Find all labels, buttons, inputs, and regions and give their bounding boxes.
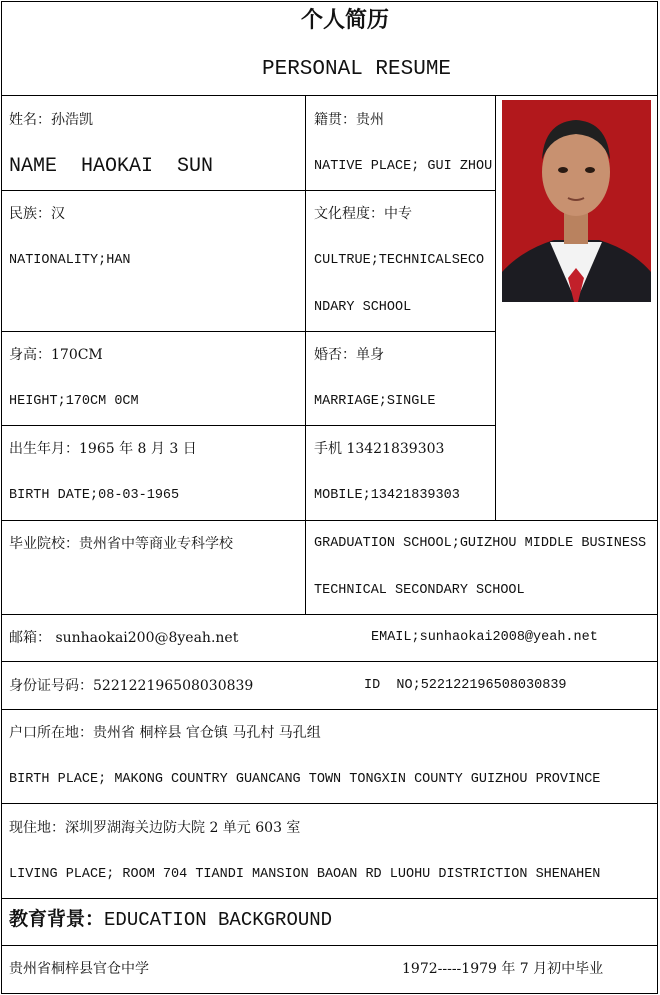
height-cn: 身高：170CM <box>9 347 103 363</box>
culture-en-line1: CULTRUE;TECHNICALSECO <box>314 253 485 268</box>
id-number-cn: 身份证号码：522122196508030839 <box>9 678 254 694</box>
email-cn: 邮箱： sunhaokai200@8yeah.net <box>9 630 239 646</box>
education-heading-cn: 教育背景： <box>9 908 105 930</box>
education-heading-en: EDUCATION BACKGROUND <box>104 909 333 931</box>
marriage-cn: 婚否：单身 <box>314 347 384 363</box>
native-place-en: NATIVE PLACE; GUI ZHOU <box>314 159 493 174</box>
nationality-en: NATIONALITY;HAN <box>9 253 131 268</box>
name-cn: 姓名：孙浩凯 <box>9 112 93 128</box>
email-en: EMAIL;sunhaokai2008@yeah.net <box>371 630 598 645</box>
mobile-cn: 手机 13421839303 <box>314 441 445 457</box>
school-cn: 毕业院校：贵州省中等商业专科学校 <box>9 536 233 552</box>
education-heading <box>9 908 333 931</box>
portrait-image <box>502 100 651 302</box>
marriage-en: MARRIAGE;SINGLE <box>314 394 436 409</box>
culture-cn: 文化程度：中专 <box>314 206 412 222</box>
birth-date-cn: 出生年月：1965 年 8 月 3 日 <box>9 441 197 457</box>
native-place-cn: 籍贯：贵州 <box>314 112 384 128</box>
living-place-en: LIVING PLACE; ROOM 704 TIANDI MANSION BAOAN RD LUOHU DISTRICTION SHENAHEN <box>9 867 601 882</box>
education-period: 1972-----1979 年 7 月初中毕业 <box>402 961 604 977</box>
profile-photo <box>502 100 651 302</box>
education-school: 贵州省桐梓县官仓中学 <box>9 961 149 977</box>
mobile-en: MOBILE;13421839303 <box>314 488 460 503</box>
school-en-line1: GRADUATION SCHOOL;GUIZHOU MIDDLE BUSINESS <box>314 536 647 551</box>
culture-en-line2: NDARY SCHOOL <box>314 300 412 315</box>
living-place-cn: 现住地：深圳罗湖海关边防大院 2 单元 603 室 <box>9 820 301 836</box>
height-en: HEIGHT;170CM 0CM <box>9 394 139 409</box>
birth-place-en: BIRTH PLACE; MAKONG COUNTRY GUANCANG TOWN TONGXIN COUNTY GUIZHOU PROVINCE <box>9 772 601 787</box>
school-en-line2: TECHNICAL SECONDARY SCHOOL <box>314 583 525 598</box>
resume-title-en: PERSONAL RESUME <box>262 58 452 81</box>
resume-title-cn: 个人简历 <box>301 7 390 33</box>
birth-date-en: BIRTH DATE;08-03-1965 <box>9 488 180 503</box>
nationality-cn: 民族：汉 <box>9 206 65 222</box>
name-en: NAME HAOKAI SUN <box>9 155 214 178</box>
birth-place-cn: 户口所在地：贵州省 桐梓县 官仓镇 马孔村 马孔组 <box>9 725 321 741</box>
id-number-en: ID NO;522122196508030839 <box>364 678 567 693</box>
